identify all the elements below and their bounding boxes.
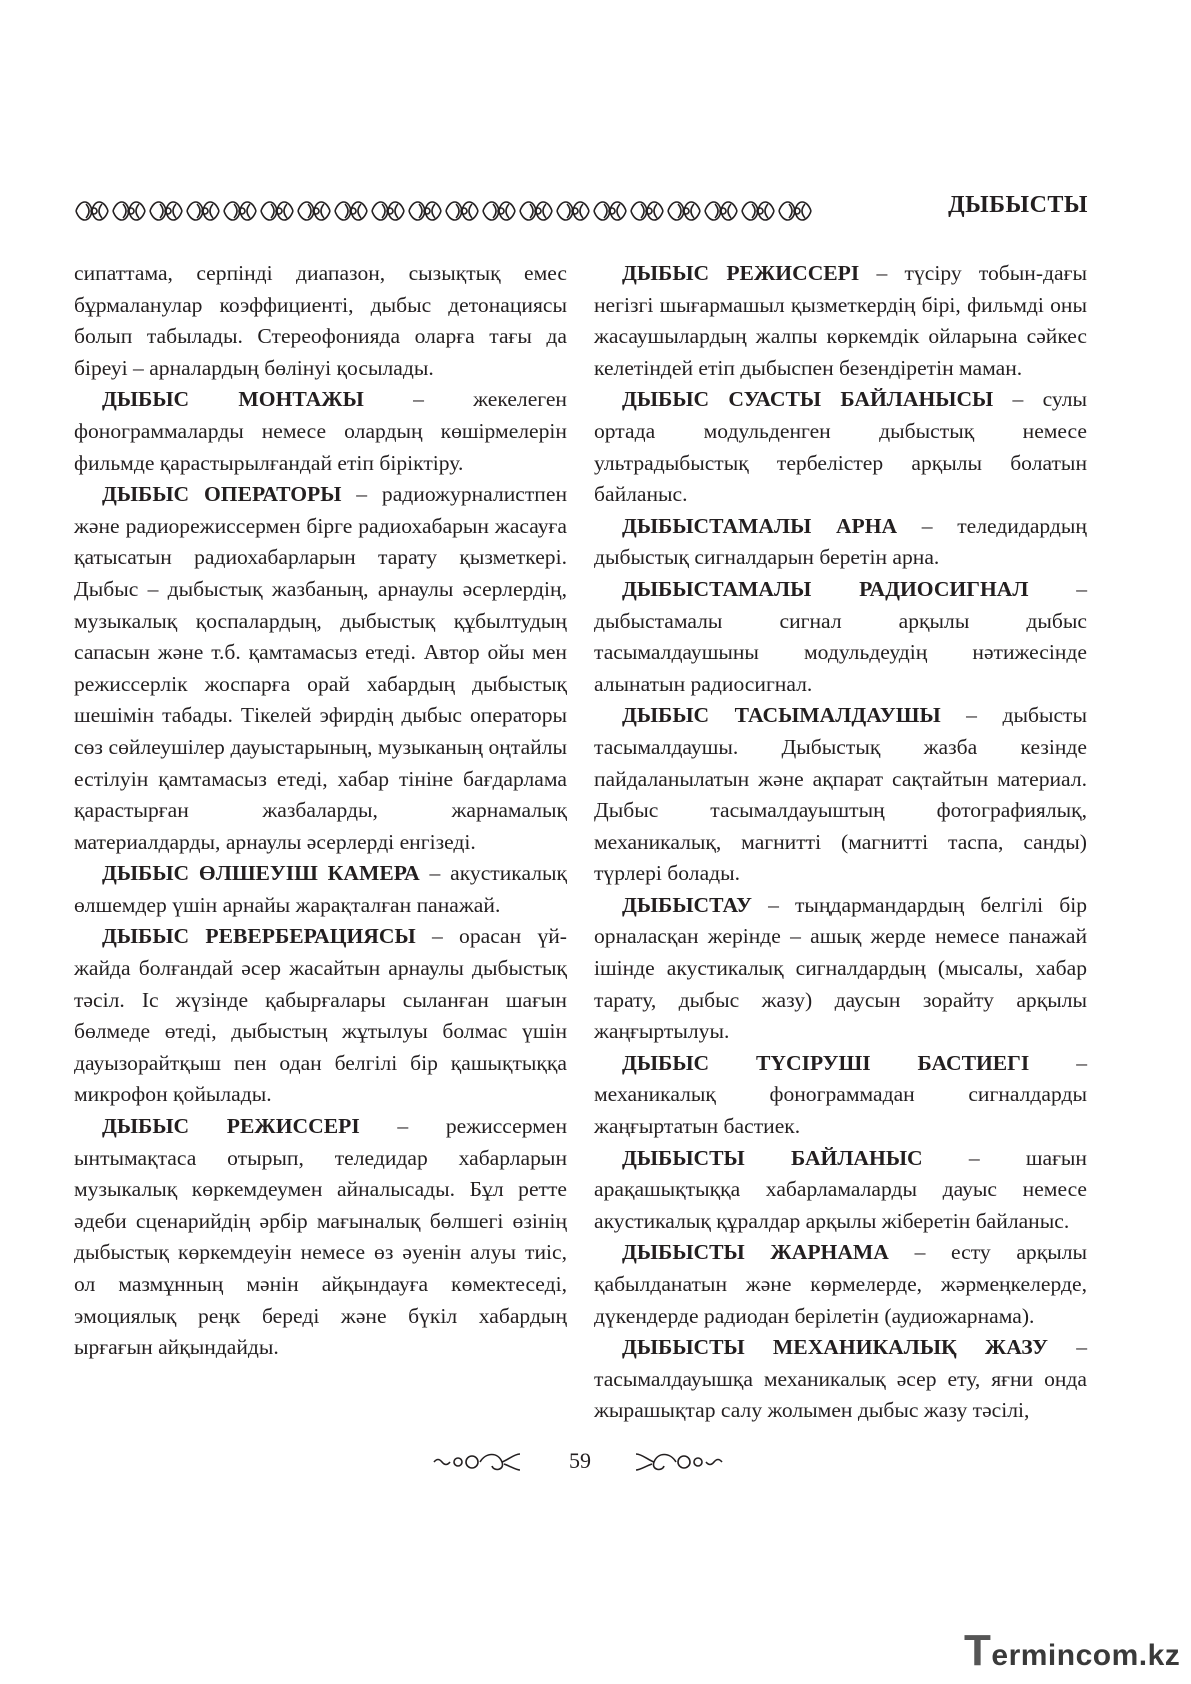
dictionary-entry — [594, 1332, 1087, 1427]
watermark-text: ermincom.kz — [991, 1639, 1181, 1672]
dictionary-entry — [594, 1237, 1087, 1332]
entry-term: ДЫБЫСТЫ ЖАРНАМА — [622, 1240, 889, 1265]
dictionary-entry — [74, 1111, 567, 1364]
entry-definition: – радиожурналистпен және радиорежиссермен бірге радиохабарын жасауға қатысатын радиохабарларын тарату қызметкері. Дыбыс – дыбыстық жазбаның, арнаулы әсерлердің, музыкалық қоспалардың, дыбыстық құбылтудың сапасын және т.б. қамтамасыз етеді. Автор ойы мен режиссерлік жоспарға орай хабардың дыбыстық шешімін табады. Тікелей эфирдің дыбыс операторы сөз сөйлеушілер дауыстарының, музыканың оңтайлы естілуін қамтамасыз етеді, хабар тініне бағдарлама қарастырған жазбаларды, жарнамалық материалдарды, арнаулы әсерлерді енгізеді. — [74, 482, 567, 854]
entry-term: ДЫБЫС ӨЛШЕУІШ КАМЕРА — [102, 861, 420, 886]
header-ornament — [72, 195, 812, 227]
entry-definition: – тыңдармандардың белгілі бір орналасқан жерінде – ашық жерде немесе панажай ішінде акустикалық сигналдардың (мысалы, хабар тарату, дыбыс жазу) даусын зорайту арқылы жаңғыртылуы. — [594, 892, 1087, 1044]
dictionary-entry — [594, 511, 1087, 574]
entry-term: ДЫБЫСТАУ — [622, 892, 753, 917]
entry-term: ДЫБЫСТАМАЛЫ АРНА — [622, 513, 898, 538]
entry-definition: – акустикалық өлшемдер үшін арнайы жарақталған панажай. — [74, 861, 567, 917]
entry-term: ДЫБЫС РЕЖИССЕРІ — [622, 261, 860, 285]
dictionary-entry — [594, 1048, 1087, 1143]
site-watermark-logo — [964, 1626, 1180, 1676]
running-header-title: ДЫБЫСТЫ — [948, 192, 1088, 218]
entry-term: ДЫБЫС ОПЕРАТОРЫ — [102, 482, 342, 507]
entry-term: ДЫБЫСТЫ МЕХАНИКАЛЫҚ ЖАЗУ — [622, 1335, 1049, 1360]
entry-definition: – дыбысты тасымалдаушы. Дыбыстық жазба кезінде пайдаланылатын және ақпарат сақтайтын материал. Дыбыс тасымалдауыштың фотографиялық, механикалық, магнитті (магнитті таспа, санды) түрлері болады. — [594, 703, 1087, 886]
entry-definition: – теледидардың дыбыстық сигналдарын беретін арна. — [594, 513, 1087, 570]
entry-term: ДЫБЫСТЫ БАЙЛАНЫС — [622, 1145, 923, 1170]
entry-definition: – режиссермен ынтымақтаса отырып, теледидар хабарларын музыкалық көркемдеумен айналысады. Бұл ретте әдеби сценарийдің әрбір мағыналық бөлшегі өзінің дыбыстық көркемдеуін немесе өз әуенін алуы тиіс, ол мазмұнның мәнін айқындауға көмектеседі, эмоциялық реңк береді және бүкіл хабардың ырғағын айқындайды. — [74, 1114, 567, 1360]
dictionary-entry — [594, 890, 1087, 1048]
dictionary-entry — [594, 384, 1087, 510]
entry-definition: – жекелеген фонограммаларды немесе олардың көшірмелерін фильмде қарастырылғандай етіп біріктіру. — [74, 387, 567, 475]
dictionary-entry — [74, 921, 567, 1111]
entry-term: ДЫБЫС ТҮСІРУШІ БАСТИЕГІ — [622, 1050, 1030, 1075]
entry-definition: – сулы ортада модульденген дыбыстық немесе ультрадыбыстық тербелістер арқылы болатын байланыс. — [594, 387, 1087, 507]
dictionary-entry — [594, 1143, 1087, 1238]
entry-definition: – механикалық фонограммадан сигналдарды жаңғыртатын бастиек. — [594, 1050, 1087, 1139]
entry-definition: – шағын арақашықтыққа хабарламаларды дауыс немесе акустикалық құралдар арқылы жіберетін байланыс. — [594, 1145, 1087, 1233]
entry-definition: – түсіру тобын-дағы негізгі шығармашыл қызметкердің бірі, фильмді оны жасаушылардың жалпы көркемдік ойларына сәйкес келетіндей етіп дыбыспен безендіретін маман. — [594, 261, 1087, 380]
footer-ornament-left — [432, 1450, 524, 1474]
dictionary-entry — [74, 479, 567, 858]
entry-definition: – есту арқылы қабылданатын және көрмелерде, жәрмеңкелерде, дүкендерде радиодан берілетін (аудиожарнама). — [594, 1240, 1087, 1328]
entry-term: ДЫБЫС СУАСТЫ БАЙЛАНЫСЫ — [622, 387, 994, 412]
left-column — [74, 258, 567, 1364]
dictionary-entry — [594, 574, 1087, 700]
right-column — [594, 258, 1087, 1427]
entry-term: ДЫБЫС ТАСЫМАЛДАУШЫ — [622, 703, 941, 728]
entry-term: ДЫБЫС РЕВЕРБЕРАЦИЯСЫ — [102, 924, 416, 949]
entry-definition: – дыбыстамалы сигнал арқылы дыбыс тасымалдаушыны модульдеудің нәтижесінде алынатын радиосигнал. — [594, 576, 1087, 696]
dictionary-entry — [74, 858, 567, 921]
entry-definition: – тасымалдауышқа механикалық әсер ету, яғни онда жырашықтар салу жолымен дыбыс жазу тәсілі, — [594, 1335, 1088, 1423]
intro-paragraph: сипаттама, серпінді диапазон, сызықтық емес бұрмаланулар коэффициенті, дыбыс детонациясы болып табылады. Стереофонияда оларға тағы да біреуі – арналардың бөлінуі қосылады. — [74, 261, 567, 380]
entry-term: ДЫБЫСТАМАЛЫ РАДИОСИГНАЛ — [622, 576, 1029, 601]
entry-term: ДЫБЫС РЕЖИССЕРІ — [102, 1114, 360, 1139]
dictionary-entry — [594, 258, 1087, 384]
entry-term: ДЫБЫС МОНТАЖЫ — [102, 387, 364, 412]
dictionary-entry — [594, 700, 1087, 890]
entry-definition: – орасан үй-жайда болғандай әсер жасайтын арнаулы дыбыстық тәсіл. Іс жүзінде қабырғалары сыланған шағын бөлмеде өтеді, дыбыстың жұтылуы болмас үшін дауызорайтқыш пен одан белгілі бір қашықтыққа микрофон қойылады. — [74, 924, 568, 1107]
page-number: 59 — [569, 1448, 591, 1473]
footer-ornament-right — [632, 1450, 724, 1474]
watermark-t-mark: T — [964, 1626, 992, 1675]
dictionary-entry — [74, 384, 567, 479]
